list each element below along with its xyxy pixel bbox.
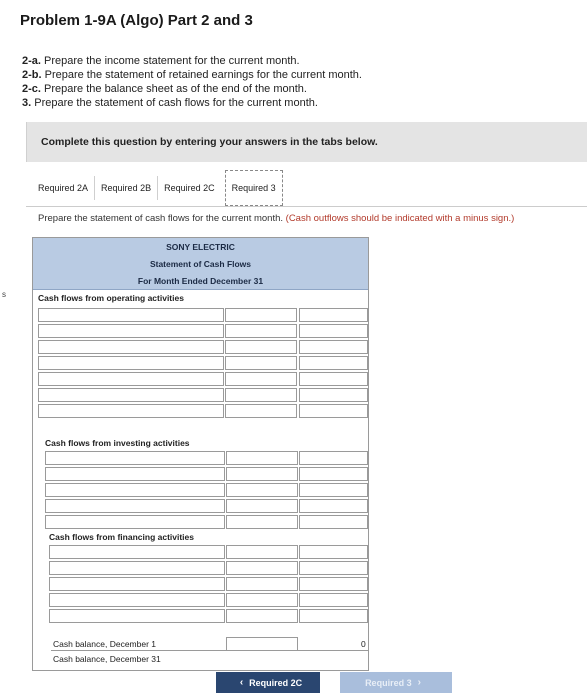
banner-text: Complete this question by entering your answers in the tabs below. (41, 136, 378, 148)
amount-input[interactable] (226, 483, 298, 497)
amount-input[interactable] (225, 388, 297, 402)
amount-input[interactable] (226, 577, 298, 591)
financing-section-label: Cash flows from financing activities (49, 532, 195, 542)
tab-required-2a[interactable]: Required 2A (38, 183, 89, 193)
operating-section-label: Cash flows from operating activities (38, 293, 184, 303)
instruction-item: 3. Prepare the statement of cash flows for the current month. (22, 97, 318, 109)
amount-input[interactable] (226, 561, 298, 575)
line-item-input[interactable] (49, 577, 225, 591)
period-header: For Month Ended December 31 (33, 272, 368, 290)
total-input[interactable] (299, 577, 368, 591)
tab-required-2c[interactable]: Required 2C (164, 183, 215, 193)
total-input[interactable] (299, 340, 368, 354)
investing-section-label: Cash flows from investing activities (45, 438, 190, 448)
amount-input[interactable] (225, 356, 297, 370)
cash-total-value: 0 (361, 639, 366, 649)
total-input[interactable] (299, 372, 368, 386)
cash-begin-label: Cash balance, December 1 (53, 639, 157, 649)
tab-bar (32, 170, 283, 206)
prev-tab-button[interactable]: ‹ Required 2C (216, 672, 320, 693)
instructions-list (22, 54, 362, 110)
company-name-header: SONY ELECTRIC (33, 238, 368, 256)
total-input[interactable] (299, 356, 368, 370)
line-item-input[interactable] (45, 467, 225, 481)
total-input[interactable] (299, 545, 368, 559)
next-tab-button[interactable]: Required 3 › (340, 672, 452, 693)
row-divider (51, 650, 368, 651)
statement-name-header: Statement of Cash Flows (33, 255, 368, 273)
total-input[interactable] (299, 499, 368, 513)
amount-input[interactable] (226, 593, 298, 607)
task-prompt (38, 213, 514, 224)
question-banner (26, 122, 587, 162)
amount-input[interactable] (226, 451, 298, 465)
amount-input[interactable] (226, 545, 298, 559)
line-item-input[interactable] (38, 308, 224, 322)
line-item-input[interactable] (49, 561, 225, 575)
tab-required-2b[interactable]: Required 2B (101, 183, 152, 193)
total-input[interactable] (299, 404, 368, 418)
amount-input[interactable] (226, 467, 298, 481)
line-item-input[interactable] (45, 515, 225, 529)
tab-required-3[interactable]: Required 3 (225, 170, 283, 206)
tab-divider-line (26, 206, 587, 207)
total-input[interactable] (299, 451, 368, 465)
total-input[interactable] (299, 388, 368, 402)
line-item-input[interactable] (38, 404, 224, 418)
amount-input[interactable] (225, 372, 297, 386)
line-item-input[interactable] (45, 483, 225, 497)
line-item-input[interactable] (38, 388, 224, 402)
margin-mark: s (2, 290, 6, 299)
amount-input[interactable] (225, 308, 297, 322)
cash-end-label: Cash balance, December 31 (53, 654, 161, 664)
line-item-input[interactable] (45, 451, 225, 465)
total-input[interactable] (299, 324, 368, 338)
amount-input[interactable] (225, 340, 297, 354)
line-item-input[interactable] (49, 593, 225, 607)
cash-flow-statement (32, 237, 369, 671)
line-item-input[interactable] (45, 499, 225, 513)
prompt-note: (Cash outflows should be indicated with a minus sign.) (285, 213, 515, 224)
prompt-text: Prepare the statement of cash flows for the current month. (38, 213, 286, 224)
total-input[interactable] (299, 515, 368, 529)
instruction-item: 2-c. Prepare the balance sheet as of the end of the month. (22, 83, 307, 95)
total-input[interactable] (299, 561, 368, 575)
amount-input[interactable] (226, 499, 298, 513)
amount-input[interactable] (226, 515, 298, 529)
chevron-right-icon: › (417, 677, 421, 688)
line-item-input[interactable] (38, 324, 224, 338)
total-input[interactable] (299, 593, 368, 607)
total-input[interactable] (299, 609, 368, 623)
line-item-input[interactable] (38, 340, 224, 354)
line-item-input[interactable] (38, 356, 224, 370)
amount-input[interactable] (225, 404, 297, 418)
cash-begin-amount-input[interactable] (226, 637, 298, 651)
problem-title: Problem 1-9A (Algo) Part 2 and 3 (20, 12, 253, 29)
total-input[interactable] (299, 467, 368, 481)
chevron-left-icon: ‹ (239, 677, 244, 688)
total-input[interactable] (299, 308, 368, 322)
line-item-input[interactable] (49, 545, 225, 559)
line-item-input[interactable] (38, 372, 224, 386)
instruction-item: 2-b. Prepare the statement of retained earnings for the current month. (22, 69, 362, 81)
total-input[interactable] (299, 483, 368, 497)
line-item-input[interactable] (49, 609, 225, 623)
instruction-item: 2-a. Prepare the income statement for the current month. (22, 55, 300, 67)
amount-input[interactable] (226, 609, 298, 623)
amount-input[interactable] (225, 324, 297, 338)
